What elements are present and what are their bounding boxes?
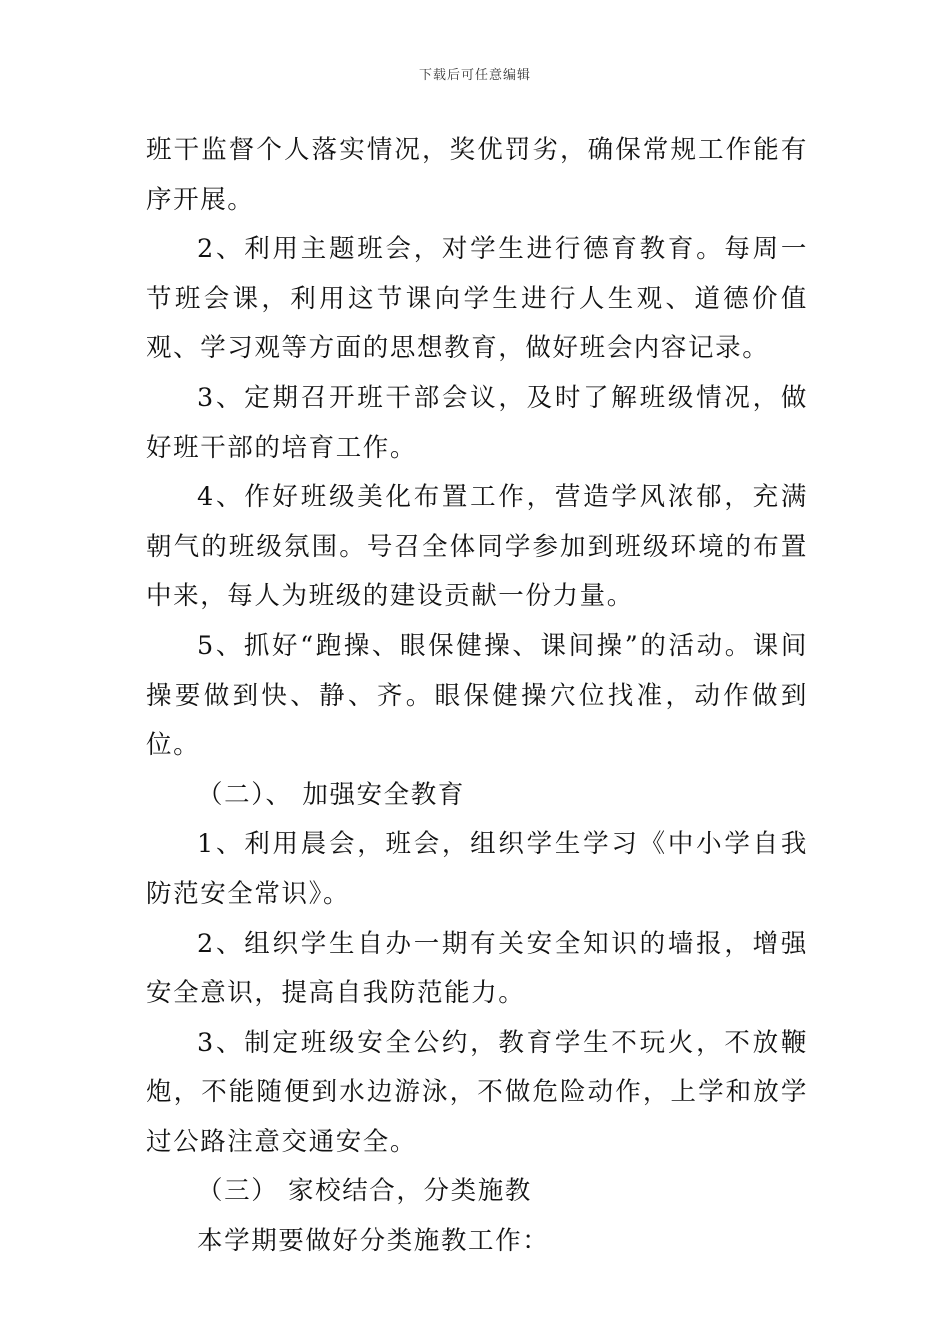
paragraph-4: 5、抓好“跑操、眼保健操、课间操”的活动。课间操要做到快、静、齐。眼保健操穴位找准，动作做到位。 [146,630,808,761]
paragraph-0: 班干监督个人落实情况，奖优罚劣，确保常规工作能有序开展。 [146,135,808,215]
paragraph-6: 1、利用晨会，班会，组织学生学习《中小学自我防范安全常识》。 [146,829,808,909]
paragraph-2: 3、定期召开班干部会议，及时了解班级情况，做好班干部的培育工作。 [146,382,808,463]
page-header-note: 下载后可任意编辑 [418,68,531,83]
paragraph-1: 2、利用主题班会，对学生进行德育教育。每周一节班会课，利用这节课向学生进行人生观、道德价值观、学习观等方面的思想教育，做好班会内容记录。 [146,234,808,364]
paragraph-8: 3、制定班级安全公约，教育学生不玩火，不放鞭炮，不能随便到水边游泳，不做危险动作，上学和放学过公路注意交通安全。 [146,1027,808,1157]
paragraph-10: 本学期要做好分类施教工作： [197,1226,550,1257]
document-body [146,126,808,1267]
section-heading-safety: （二）、 加强安全教育 [197,779,465,810]
section-heading-home-school: （三） 家校结合，分类施教 [197,1176,532,1207]
paragraph-7: 2、组织学生自办一期有关安全知识的墙报，增强安全意识，提高自我防范能力。 [146,928,808,1009]
paragraph-3: 4、作好班级美化布置工作，营造学风浓郁，充满朝气的班级氛围。号召全体同学参加到班级环境的布置中来，每人为班级的建设贡献一份力量。 [146,482,808,612]
